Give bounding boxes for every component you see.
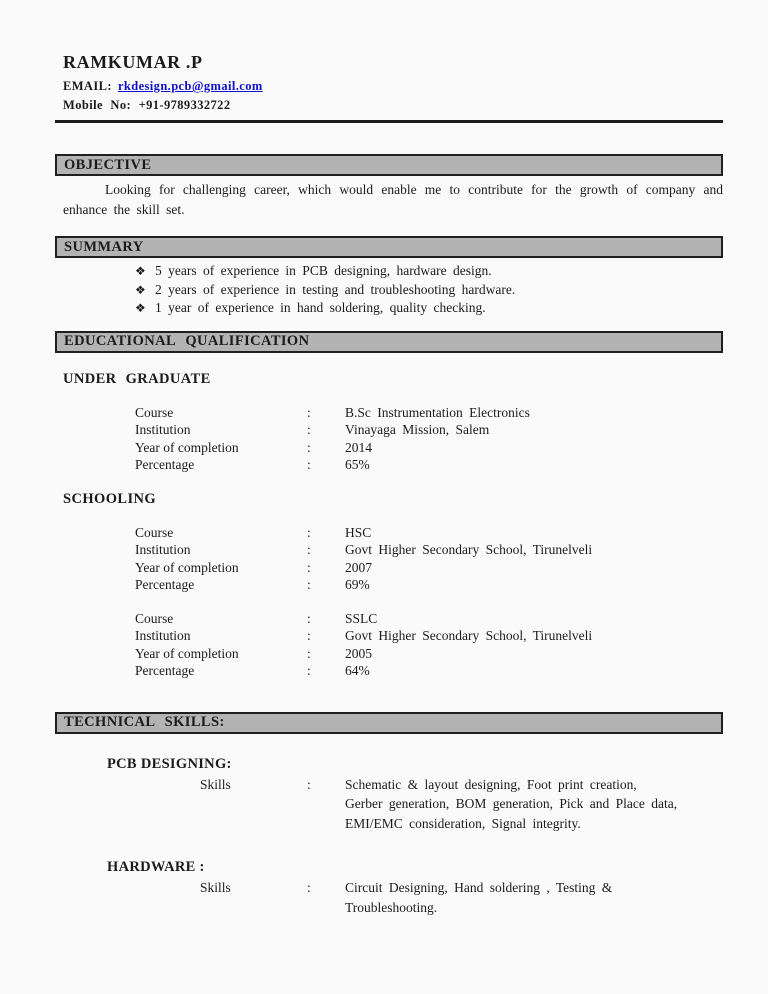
skills-row-label: Skills [200,880,231,895]
edu-row-value: 69% [345,577,370,592]
skills-row-value [345,878,723,917]
resume-content [55,0,723,917]
edu-row [55,576,723,594]
edu-row-label: Year of completion [135,645,239,661]
candidate-name: RAMKUMAR .P [63,52,203,72]
education-block-hsc [55,524,723,594]
section-header-technical-skills [55,712,723,734]
edu-row-value: Govt Higher Secondary School, Tirunelveli [345,542,593,557]
edu-row [55,645,723,663]
colon-separator: : [307,457,311,472]
edu-row-value: 65% [345,457,370,472]
edu-row-value: 2007 [345,559,372,575]
edu-row [55,627,723,645]
colon-separator: : [307,663,311,678]
education-subhead-schooling: SCHOOLING [63,490,157,507]
mobile-number: Mobile No: +91-9789332722 [63,98,231,112]
summary-item-text: 2 years of experience in testing and troubleshooting hardware. [155,281,516,297]
skills-subhead-hardware: HARDWARE : [107,859,205,875]
header-divider [55,120,723,123]
skills-row-label: Skills [200,776,231,792]
skills-line: Gerber generation, BOM generation, Pick and Place data, [345,796,678,811]
colon-separator: : [307,610,311,626]
summary-item-text: 5 years of experience in PCB designing, hardware design. [155,263,492,278]
colon-separator: : [307,577,311,592]
edu-row-value: Vinayaga Mission, Salem [345,422,490,437]
colon-separator: : [307,880,311,895]
edu-row-value: 2005 [345,645,372,661]
edu-row-label: Percentage [135,457,195,472]
skills-line: Troubleshooting. [345,899,438,915]
colon-separator: : [307,439,311,455]
diamond-bullet-icon: ❖ [135,301,146,315]
edu-row [55,610,723,628]
edu-row-value: 64% [345,663,370,678]
edu-row-value: 2014 [345,439,372,455]
colon-separator: : [307,628,311,643]
edu-row [55,559,723,577]
section-title: SUMMARY [64,238,144,255]
skills-row [55,878,723,917]
colon-separator: : [307,776,311,792]
colon-separator: : [307,422,311,437]
skills-line: EMI/EMC consideration, Signal integrity. [345,815,581,831]
email-link[interactable]: rkdesign.pcb@gmail.com [117,79,263,93]
edu-row-label: Institution [135,422,191,437]
summary-list [55,262,723,318]
skills-subhead-pcb-designing: PCB DESIGNING: [107,755,232,772]
education-block-undergraduate [55,404,723,474]
section-title: EDUCATIONAL QUALIFICATION [64,333,310,349]
edu-row [55,439,723,457]
diamond-bullet-icon: ❖ [135,282,146,297]
edu-row [55,662,723,680]
edu-row-value: Govt Higher Secondary School, Tirunelveli [345,628,593,643]
section-title: TECHNICAL SKILLS: [64,714,225,730]
edu-row-label: Institution [135,628,191,643]
edu-row-value: B.Sc Instrumentation Electronics [345,404,530,420]
section-header-summary [55,236,723,258]
edu-row-label: Institution [135,542,191,557]
summary-item [135,299,723,318]
colon-separator: : [307,645,311,661]
edu-row-label: Percentage [135,663,195,678]
colon-separator: : [307,524,311,540]
edu-row-value: SSLC [345,610,378,626]
skills-line: Schematic & layout designing, Foot print creation, [345,776,637,792]
edu-row [55,404,723,422]
edu-row [55,524,723,542]
summary-item-text: 1 year of experience in hand soldering, quality checking. [155,300,486,315]
summary-item [135,281,723,300]
colon-separator: : [307,404,311,420]
edu-row-label: Year of completion [135,439,239,455]
edu-row [55,421,723,439]
email-line [63,79,723,94]
edu-row [55,541,723,559]
objective-text: Looking for challenging career, which would enable me to contribute for the growth of company and enhance the skill set. [63,182,723,217]
education-subhead-undergraduate: UNDER GRADUATE [63,370,211,387]
edu-row-value: HSC [345,524,372,540]
section-header-objective [55,154,723,176]
section-header-education [55,331,723,353]
email-label: EMAIL: [63,79,112,93]
colon-separator: : [307,542,311,557]
skills-line: Circuit Designing, Hand soldering , Testing & [345,880,613,895]
colon-separator: : [307,559,311,575]
education-block-sslc [55,610,723,680]
edu-row-label: Course [135,610,174,626]
skills-row-value [345,775,723,834]
edu-row [55,456,723,474]
skills-row [55,775,723,834]
section-title: OBJECTIVE [64,156,152,173]
summary-item [135,262,723,281]
edu-row-label: Course [135,524,174,540]
edu-row-label: Year of completion [135,559,239,575]
edu-row-label: Percentage [135,577,195,592]
diamond-bullet-icon: ❖ [135,264,146,278]
edu-row-label: Course [135,404,174,420]
